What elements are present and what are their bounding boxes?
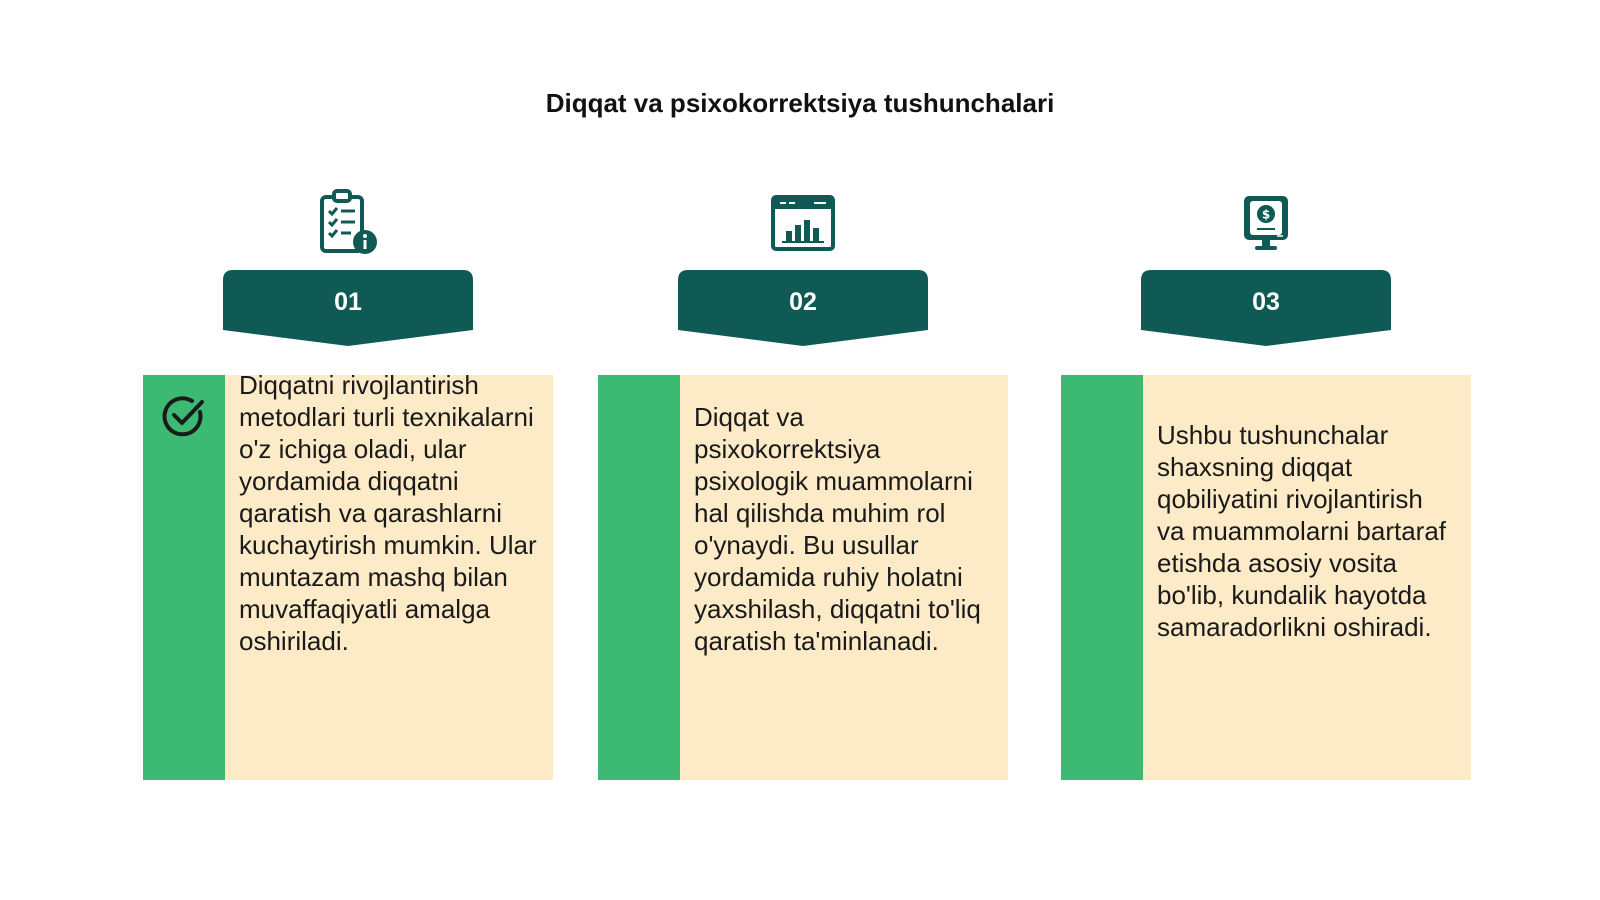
step-number: 01 <box>334 288 362 316</box>
description-card <box>598 375 1008 780</box>
description-card <box>143 370 553 780</box>
description-card <box>1061 375 1471 780</box>
monitor-dollar-icon <box>1061 188 1471 258</box>
card-text: Ushbu tushunchalar shaxsning diqqat qobiliyatini rivojlantirish va muammolarni bartaraf etishda asosiy vosita bo'lib, kundalik hayotda samaradorlikni oshiradi. <box>1157 420 1446 642</box>
step-badge-03 <box>1141 270 1391 348</box>
card-stripe <box>598 375 680 780</box>
step-badge-01 <box>223 270 473 348</box>
clipboard-checklist-info-icon <box>143 188 553 258</box>
step-number: 03 <box>1252 288 1280 316</box>
page-title: Diqqat va psixokorrektsiya tushunchalari <box>545 88 1055 118</box>
step-column-2 <box>598 180 1008 790</box>
check-circle-icon <box>160 392 208 440</box>
card-text: Diqqat va psixokorrektsiya psixologik muammolarni hal qilishda muhim rol o'ynaydi. Bu usullar yordamida ruhiy holatni yaxshilash, diqqatni to'liq qaratish ta'minlanadi. <box>694 402 981 656</box>
svg-text:$: $ <box>1261 207 1271 222</box>
card-stripe <box>1061 375 1143 780</box>
card-stripe <box>143 375 225 780</box>
step-column-1 <box>143 180 553 790</box>
card-text: Diqqatni rivojlantirish metodlari turli texnikalarni o'z ichiga oladi, ular yordamida diqqatni qaratish va qarashlarni kuchaytirish mumkin. Ular muntazam mashq bilan muvaffaqiyatli amalga oshiriladi. <box>239 370 537 656</box>
browser-bar-chart-icon <box>598 188 1008 258</box>
step-column-3 <box>1061 180 1471 790</box>
step-number: 02 <box>789 288 817 316</box>
step-badge-02 <box>678 270 928 348</box>
